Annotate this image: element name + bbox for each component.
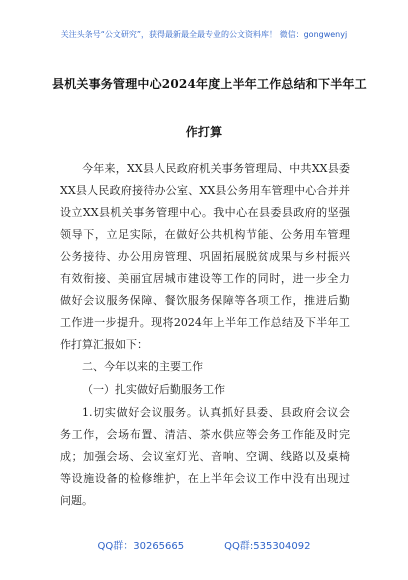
document-title-line-1: 县机关事务管理中心2024年度上半年工作总结和下半年工 [52, 77, 367, 91]
paragraph-line: 成；加强会场、会议室灯光、音响、空调、线路以及桌椅 [60, 450, 350, 463]
qq-group-2[interactable]: QQ群:535304092 [224, 541, 311, 552]
paragraph-line: 设立XX县机关事务管理中心。我中心在县委县政府的坚强 [60, 206, 350, 219]
paragraph-line: 等设施设备的检修维护，在上半年会议工作中没有出现过 [60, 472, 350, 485]
paragraph-line: 务工作，会场布置、清洁、茶水供应等会务工作能及时完 [60, 428, 350, 441]
document-title-line-2: 作打算 [185, 125, 223, 139]
paragraph-line: 做好会议服务保障、餐饮服务保障等各项工作，推进后勤 [60, 294, 350, 307]
paragraph-line: 工作进一步提升。现将2024年上半年工作总结及下半年工 [60, 316, 350, 329]
qq-group-1[interactable]: QQ群：30265665 [97, 541, 185, 552]
paragraph-line: 问题。 [60, 494, 93, 507]
paragraph-line: 领导下，立足实际，在做好公共机构节能、公务用车管理 [60, 228, 350, 241]
paragraph-line: 作打算汇报如下： [60, 338, 148, 351]
paragraph-line: 1.切实做好会议服务。认真抓好县委、县政府会议会 [82, 406, 350, 419]
paragraph-line: 公务接待、办公用房管理、巩固拓展脱贫成果与乡村振兴 [60, 250, 350, 263]
paragraph-line: XX县人民政府接待办公室、XX县公务用车管理中心合并并 [60, 184, 350, 197]
promo-banner[interactable]: 关注头条号“公文研究”，获得最新最全最专业的公文资料库！ 微信：gongwenyj [60, 30, 348, 39]
footer-contacts [0, 537, 408, 552]
paragraph-line: 有效衔接、美丽宜居城市建设等工作的同时，进一步全力 [60, 272, 350, 285]
intro-paragraph [60, 158, 350, 356]
item-1-paragraph [60, 402, 350, 512]
paragraph-line: 今年来，XX县人民政府机关事务管理局、中共XX县委 [82, 162, 350, 175]
subsection-heading: （一）扎实做好后勤服务工作 [82, 383, 225, 396]
section-heading: 二、今年以来的主要工作 [82, 360, 203, 373]
